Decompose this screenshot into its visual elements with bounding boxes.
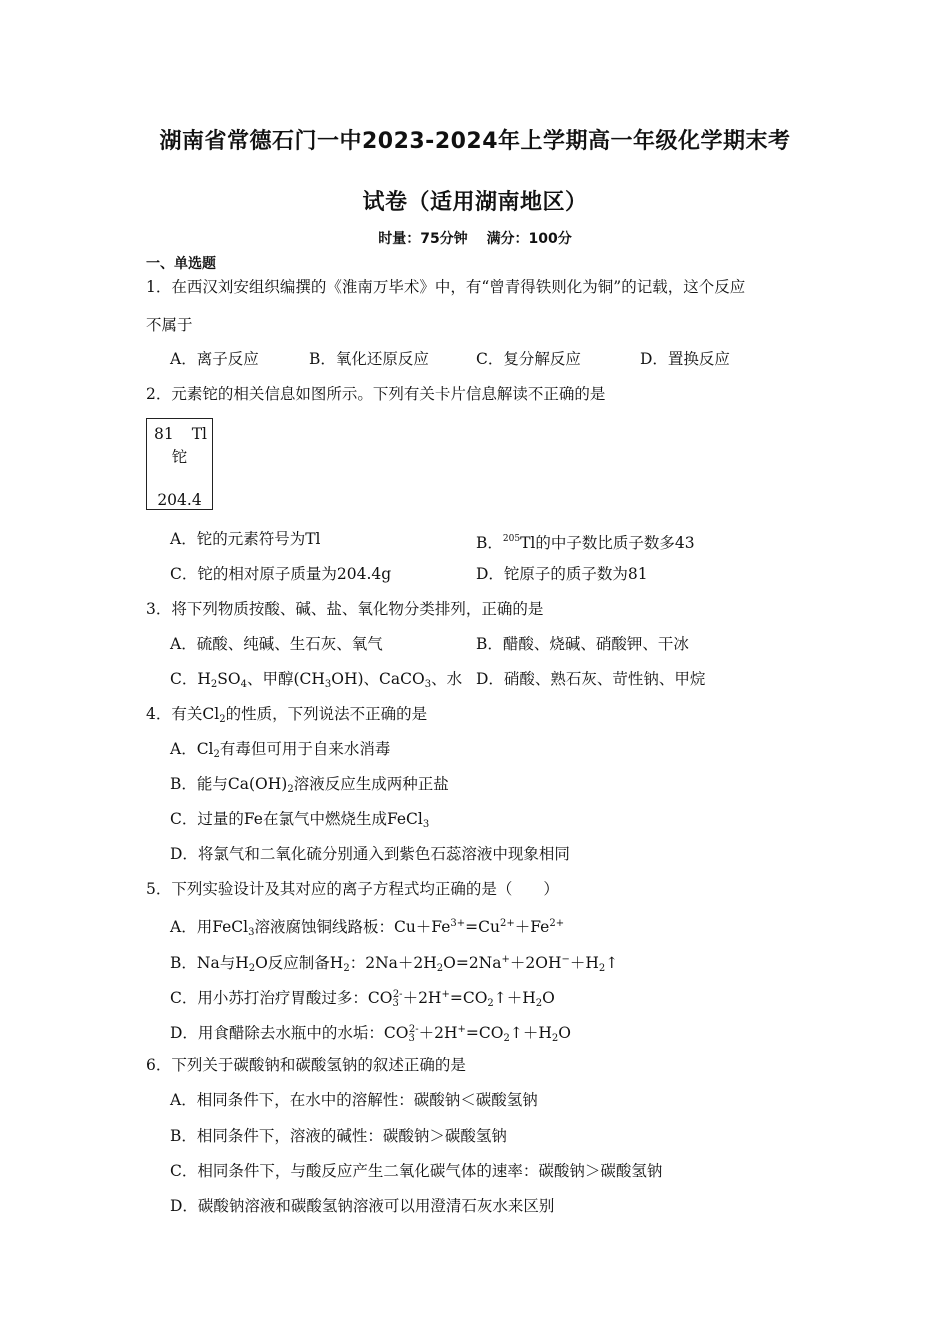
q2-option-a: A．铊的元素符号为Tl [170, 530, 321, 548]
q4-c-part: C．过量的Fe在氯气中燃烧生成FeCl [170, 810, 423, 828]
q6-option-b: B．相同条件下，溶液的碱性：碳酸钠＞碳酸氢钠 [170, 1127, 507, 1145]
q1-option-d: D．置换反应 [640, 350, 730, 368]
q1-option-a: A．离子反应 [170, 350, 259, 368]
q1-stem-line2: 不属于 [146, 316, 193, 334]
q2-option-b-prefix: B． [476, 534, 503, 552]
q5-c-sup: 2- [392, 989, 403, 1000]
q5-a-sup: 2+ [549, 918, 565, 929]
q2-option-c: C．铊的相对原子质量为204.4g [170, 565, 392, 583]
q4-a-part: A．Cl [170, 740, 214, 758]
q3-option-d: D．硝酸、熟石灰、苛性钠、甲烷 [476, 670, 706, 688]
q5-b-part: O反应制备H [255, 954, 344, 972]
q5-d-sub: 3 [408, 1033, 415, 1044]
q3-stem: 3．将下列物质按酸、碱、盐、氧化物分类排列，正确的是 [146, 600, 544, 618]
q3-c-part: 、甲醇(CH [246, 670, 325, 688]
q5-d-part: O [558, 1024, 571, 1042]
q5-c-sub: 3 [392, 998, 399, 1009]
q5-c-part: C．用小苏打治疗胃酸过多：CO [170, 989, 393, 1007]
q3-c-sub: 3 [324, 679, 332, 690]
q5-a-part: A．用FeCl [170, 918, 249, 936]
element-card [146, 418, 213, 510]
q3-c-part: OH)、CaCO [331, 670, 425, 688]
q4-a-part: 有毒但可用于自来水消毒 [219, 740, 391, 758]
q5-c-sup: + [441, 989, 450, 1000]
q4-option-b [170, 774, 449, 800]
q2-option-d: D．铊原子的质子数为81 [476, 565, 648, 583]
q5-d-part: D．用食醋除去水瓶中的水垢：CO [170, 1024, 409, 1042]
q4-option-c [170, 809, 429, 835]
q4-b-part: B．能与Ca(OH) [170, 775, 288, 793]
q5-a-sub: 3 [248, 927, 255, 938]
q1-stem-line1: 1．在西汉刘安组织编撰的《淮南万毕术》中，有“曾青得铁则化为铜”的记载，这个反应 [146, 278, 746, 296]
q6-option-c: C．相同条件下，与酸反应产生二氧化碳气体的速率：碳酸钠＞碳酸氢钠 [170, 1162, 663, 1180]
q5-b-part: ＋H [569, 954, 599, 972]
q4-option-a [170, 739, 390, 765]
q6-option-d: D．碳酸钠溶液和碳酸氢钠溶液可以用澄清石灰水来区别 [170, 1197, 555, 1215]
q5-b-sup: − [561, 954, 570, 965]
q5-d-sup: 2- [408, 1024, 419, 1035]
q5-b-part: B．Na与H [170, 954, 249, 972]
q5-b-sup: + [501, 954, 510, 965]
q4-stem-sub: 2 [219, 714, 226, 725]
q5-b-sub: 2 [436, 963, 444, 974]
q5-c-sub: 2 [535, 998, 543, 1009]
q3-c-part: SO [217, 670, 241, 688]
q4-a-sub: 2 [213, 749, 220, 760]
q5-b-sub: 2 [598, 963, 606, 974]
q3-c-sub: 4 [240, 679, 247, 690]
mass-number-superscript: 205 [502, 534, 521, 544]
q4-stem-part: 的性质，下列说法不正确的是 [225, 705, 428, 723]
q5-d-part: =CO [465, 1024, 504, 1042]
q5-option-a [170, 914, 564, 943]
q2-option-b-text: Tl的中子数比质子数多43 [520, 534, 695, 552]
q5-a-part: =Cu [465, 918, 500, 936]
q5-option-c [170, 985, 555, 1014]
q5-c-part: ↑＋H [493, 989, 536, 1007]
q5-option-d [170, 1020, 571, 1049]
section-heading: 一、单选题 [146, 256, 216, 272]
q4-c-sub: 3 [422, 819, 430, 830]
element-symbol: Tl [191, 425, 207, 443]
q5-a-part: ＋Fe [514, 918, 550, 936]
q5-d-part: ↑＋H [509, 1024, 552, 1042]
q2-option-b [476, 529, 695, 553]
q5-b-part: ：2Na＋2H [349, 954, 437, 972]
q4-b-part: 溶液反应生成两种正盐 [293, 775, 449, 793]
time-limit: 时量：75分钟 [378, 231, 468, 247]
q5-b-part: O=2Na [443, 954, 502, 972]
q5-d-sup: + [457, 1024, 466, 1035]
q5-c-part: ＋2H [402, 989, 442, 1007]
exam-title-line1: 湖南省常德石门一中2023-2024年上学期高一年级化学期末考 [159, 129, 791, 154]
q6-stem: 6．下列关于碳酸钠和碳酸氢钠的叙述正确的是 [146, 1056, 466, 1074]
q5-c-part: =CO [449, 989, 488, 1007]
q4-stem [146, 704, 427, 730]
q5-a-part: 溶液腐蚀铜线路板：Cu＋Fe [254, 918, 451, 936]
q5-option-b [170, 950, 618, 979]
q3-c-sub: 3 [424, 679, 432, 690]
q1-option-c: C．复分解反应 [476, 350, 581, 368]
atomic-mass: 204.4 [157, 491, 202, 509]
q5-c-sub: 2 [487, 998, 494, 1009]
q5-b-sub: 2 [343, 963, 350, 974]
atomic-number: 81 [154, 425, 174, 443]
q4-stem-part: 4．有关Cl [146, 705, 220, 723]
q5-d-sub: 2 [551, 1033, 559, 1044]
q5-b-part: ＋2OH [509, 954, 562, 972]
q3-option-b: B．醋酸、烧碱、硝酸钾、干冰 [476, 635, 689, 653]
q1-option-b: B．氧化还原反应 [309, 350, 429, 368]
q2-stem: 2．元素铊的相关信息如图所示。下列有关卡片信息解读不正确的是 [146, 385, 606, 403]
q5-b-part: ↑ [605, 954, 619, 972]
q5-b-sub: 2 [248, 963, 256, 974]
q5-c-part: O [542, 989, 555, 1007]
q3-c-part: 、水 [431, 670, 463, 688]
exam-title-line2: 试卷（适用湖南地区） [362, 190, 588, 215]
q5-a-sup: 3+ [450, 918, 466, 929]
q5-d-part: ＋2H [418, 1024, 458, 1042]
q3-c-part: C．H [170, 670, 211, 688]
q4-b-sub: 2 [287, 784, 294, 795]
element-name: 铊 [171, 448, 188, 466]
q5-d-sub: 2 [503, 1033, 510, 1044]
q5-a-sup: 2+ [500, 918, 515, 929]
q6-option-a: A．相同条件下，在水中的溶解性：碳酸钠＜碳酸氢钠 [170, 1091, 538, 1109]
q3-c-sub: 2 [210, 679, 218, 690]
q3-option-a: A．硫酸、纯碱、生石灰、氧气 [170, 635, 383, 653]
q5-stem: 5．下列实验设计及其对应的离子方程式均正确的是（ ） [146, 880, 559, 898]
exam-meta [0, 228, 950, 248]
q4-option-d: D．将氯气和二氧化硫分别通入到紫色石蕊溶液中现象相同 [170, 845, 570, 863]
full-score: 满分：100分 [486, 231, 572, 247]
q3-option-c [170, 669, 462, 695]
